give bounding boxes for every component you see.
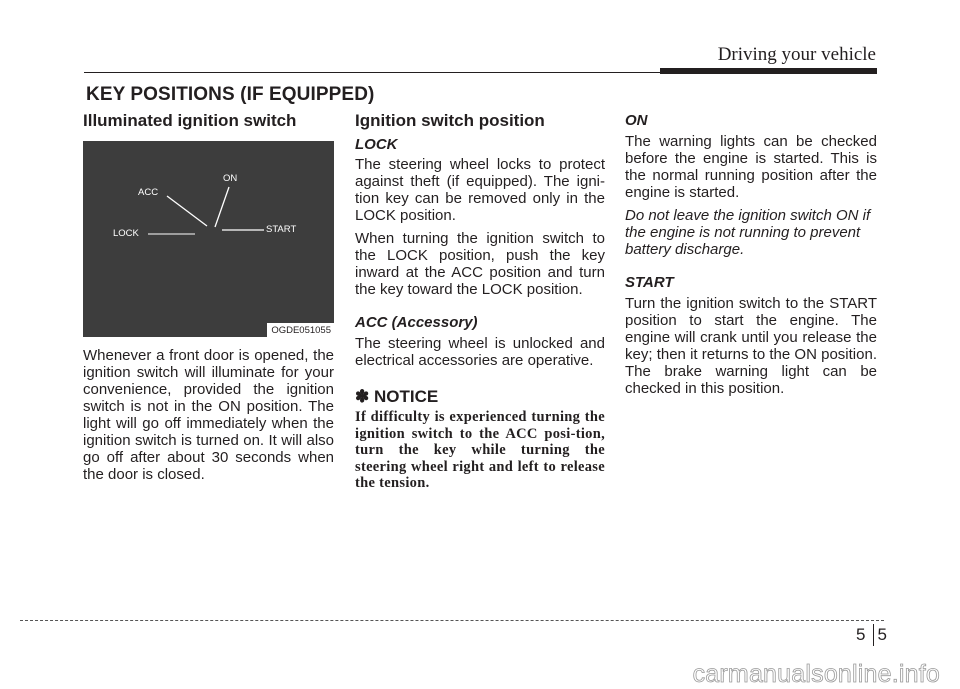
notice-body: If difficulty is experienced turning the ignition switch to the ACC posi-tion, turn the key while turning the steering wheel right and left to release the tension. (355, 409, 605, 491)
on-pointer-line (215, 187, 229, 227)
notice-asterisk-icon: ✽ (355, 387, 370, 406)
label-lock: LOCK (113, 228, 139, 239)
subheading-start: START (625, 274, 674, 291)
on-paragraph: The warning lights can be checked before the engine is started. This is the normal running position after the engine is started. (625, 133, 877, 201)
header-title: Driving your vehicle (717, 44, 876, 65)
chapter-number: 5 (856, 625, 866, 644)
column-left (83, 112, 334, 483)
lock-paragraph-2: When turning the ignition switch to the LOCK position, push the key inward at the ACC position and turn the key toward the LOCK position. (355, 230, 605, 298)
lock-paragraph-1: The steering wheel locks to protect against theft (if equipped). The igni-tion key can be removed only in the LOCK position. (355, 156, 605, 224)
subheading-on: ON (625, 112, 648, 129)
column-middle (355, 112, 605, 492)
on-warning-note: Do not leave the ignition switch ON if the engine is not running to prevent battery discharge. (625, 207, 871, 258)
label-on: ON (223, 173, 238, 184)
subheading-acc: ACC (Accessory) (355, 314, 478, 331)
footer-rule (20, 620, 884, 621)
notice-heading (355, 387, 605, 407)
illuminated-switch-body: Whenever a front door is opened, the ignition switch will illuminate for your convenience, provided the ignition switch is not in the ON position. The light will go off immediately when the ignition switch is turned on. It will also go off after about 30 seconds when the door is closed. (83, 347, 334, 483)
acc-pointer-line (167, 196, 207, 226)
figure-caption: OGDE051055 (267, 323, 334, 337)
header-rule-accent (660, 68, 877, 74)
notice-title: NOTICE (373, 387, 439, 406)
heading-switch-position: Ignition switch position (355, 111, 545, 130)
ignition-switch-figure (83, 141, 334, 337)
header-rule (84, 72, 664, 73)
heading-illuminated-switch: Illuminated ignition switch (83, 111, 297, 130)
page-number-separator (873, 624, 874, 646)
label-acc: ACC (138, 187, 159, 198)
start-paragraph: Turn the ignition switch to the START position to start the engine. The engine will crank until you release the key; then it returns to the ON position. The brake warning light can be checked in this position. (625, 295, 877, 397)
page-number: 5 (877, 625, 887, 644)
ignition-switch-lines (83, 141, 334, 337)
label-start: START (266, 224, 297, 235)
watermark: carmanualsonline.info (692, 660, 940, 688)
section-title: KEY POSITIONS (IF EQUIPPED) (86, 84, 375, 105)
subheading-lock: LOCK (355, 136, 398, 153)
column-right (625, 112, 877, 397)
acc-paragraph: The steering wheel is unlocked and electrical accessories are operative. (355, 335, 605, 369)
